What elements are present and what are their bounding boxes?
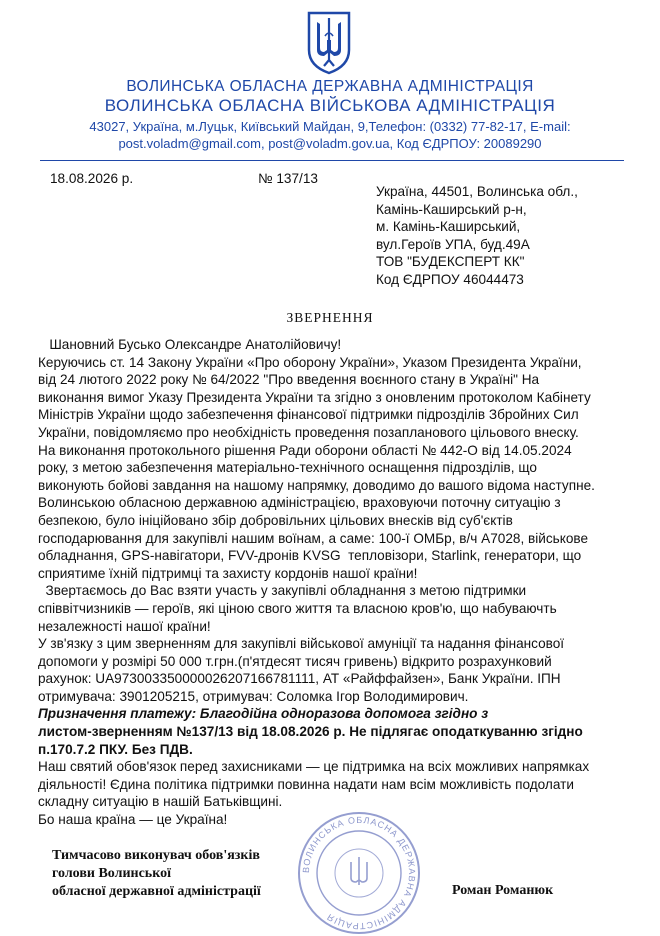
body-line: виконують бойові завдання на нашому напрямку, доводимо до вашого відома наступне. (38, 477, 595, 493)
body-line: виконання вимог Указу Президента України та згідно з оновленим протоколом Кабінету (38, 389, 591, 405)
body-line: допомоги у розмірі 50 000 т.грн.(п'ятдесят тисяч гривень) відкрито розрахунковий (38, 653, 552, 669)
payment-purpose-text: Благодійна одноразова допомога згідно з (196, 706, 489, 722)
header-address-line1: 43027, Україна, м.Луцьк, Київський Майдан, 9,Телефон: (0332) 77-82-17, E-mail: (89, 119, 571, 134)
body-line: Звертаємось до Вас взяти участь у закупівлі обладнання з метою підтримки (38, 583, 527, 599)
closing-line: Наш святий обов'язок перед захисниками — це підтримка на всіх можливих напрямках (38, 759, 590, 775)
body-line: Шановний Бусько Олександре Анатолійовичу! (38, 337, 342, 352)
payment-purpose-label: Призначення платежу: (38, 706, 197, 722)
body-line: обладнання, GPS-навігатори, FVV-дронів KVSG тепловізори, Starlink, генератори, що (38, 548, 582, 564)
trident-emblem-icon (306, 10, 352, 76)
stamp-text: ВОЛИНСЬКА ОБЛАСНА ДЕРЖАВНА АДМІНІСТРАЦІЯ (300, 814, 418, 932)
header-title-line1: ВОЛИНСЬКА ОБЛАСНА ДЕРЖАВНА АДМІНІСТРАЦІЯ (126, 78, 534, 95)
body-line: співвітчизників — героїв, які ціною свого життя та власною кров'ю, що набуваючть (38, 600, 557, 616)
closing-line: складну ситуацію в нашій Батьківщині. (38, 794, 283, 810)
recipient-line: ТОВ "БУДЕКСПЕРТ КК" (376, 254, 525, 270)
body-line: від 24 лютого 2022 року № 64/2022 "Про введення воєнного стану в Україні" На (38, 372, 540, 388)
body-line: безпекою, було ініційовано збір добровільних цільових внесків від суб'єктів (38, 512, 513, 528)
header-address-line2: post.voladm@gmail.com, post@voladm.gov.ua, Код ЄДРПОУ: 20089290 (118, 136, 542, 151)
document-title: ЗВЕРНЕННЯ (286, 310, 374, 325)
body-line: Керуючись ст. 14 Закону України «Про оборону України», Указом Президента України, (38, 354, 582, 370)
signatory-title-line: голови Волинської (52, 866, 171, 881)
closing-line: Бо наша країна — це Україна! (38, 812, 228, 828)
signatory-title-line: Тимчасово виконувач обов'язків (52, 848, 260, 863)
official-stamp (296, 810, 422, 936)
payment-purpose-line: листом-зверненням №137/13 від 18.08.2026 р. Не підлягає оподаткуванню згідно (38, 724, 583, 740)
body-line: незалежності нашої країни! (38, 618, 211, 634)
body-line: На виконання протокольного рішення Ради оборони області № 442-О від 14.05.2024 (38, 442, 572, 458)
header-divider (40, 160, 624, 161)
body-line: У зв'язку з цим зверненням для закупівлі військової амуніції та надання фінансової (38, 636, 565, 652)
recipient-line: вул.Героїв УПА, буд.49А (376, 236, 530, 252)
body-line: року, з метою забезпечення матеріально-технічного оснащення підрозділів, що (38, 460, 537, 476)
body-line: господарювання для закупівлі нашим воїнам, а саме: 100-ї ОМБр, в/ч А7028, військове (38, 530, 589, 546)
closing-line: діяльності! Єдина політика підтримки повинна надати нам всім можливість подолати (38, 776, 574, 792)
signatory-title-line: обласної державної адміністрації (52, 884, 261, 899)
recipient-line: Код ЄДРПОУ 46044473 (376, 271, 524, 287)
header-title-line2: ВОЛИНСЬКА ОБЛАСНА ВІЙСЬКОВА АДМІНІСТРАЦІЯ (104, 96, 556, 115)
signatory-name: Роман Романюк (452, 883, 554, 898)
body-line: отримувача: 3901205215, отримувач: Соломка Ігор Володимирович. (38, 688, 469, 704)
signatory-title (52, 847, 261, 901)
recipient-line: м. Камінь-Каширський, (376, 219, 521, 235)
payment-purpose-line: п.170.7.2 ПКУ. Без ПДВ. (38, 741, 193, 757)
body-line: сприятиме їхній підтримці та захисту кордонів нашої країни! (38, 565, 418, 581)
recipient-block (376, 183, 578, 289)
recipient-line: Україна, 44501, Волинська обл., (376, 184, 578, 199)
body-line: Міністрів України щодо забезпечення фінансової підтримки підрозділів Збройних Сил (38, 407, 579, 423)
body-line: рахунок: UA973003350000026207166781111, АТ «Райффайзен», Банк України. ІПН (38, 671, 561, 687)
recipient-line: Камінь-Каширський р-н, (376, 201, 527, 217)
document-number: № 137/13 (258, 171, 318, 186)
letter-body (38, 336, 595, 829)
body-line: України, повідомляємо про необхідність проведення позапланового цільового внеску. (38, 424, 579, 440)
body-line: Волинською обласною державною адміністрацією, враховуючи поточну ситуацію з (38, 495, 561, 511)
payment-purpose-line (38, 705, 595, 723)
document-date: 18.08.2026 р. (50, 171, 134, 186)
